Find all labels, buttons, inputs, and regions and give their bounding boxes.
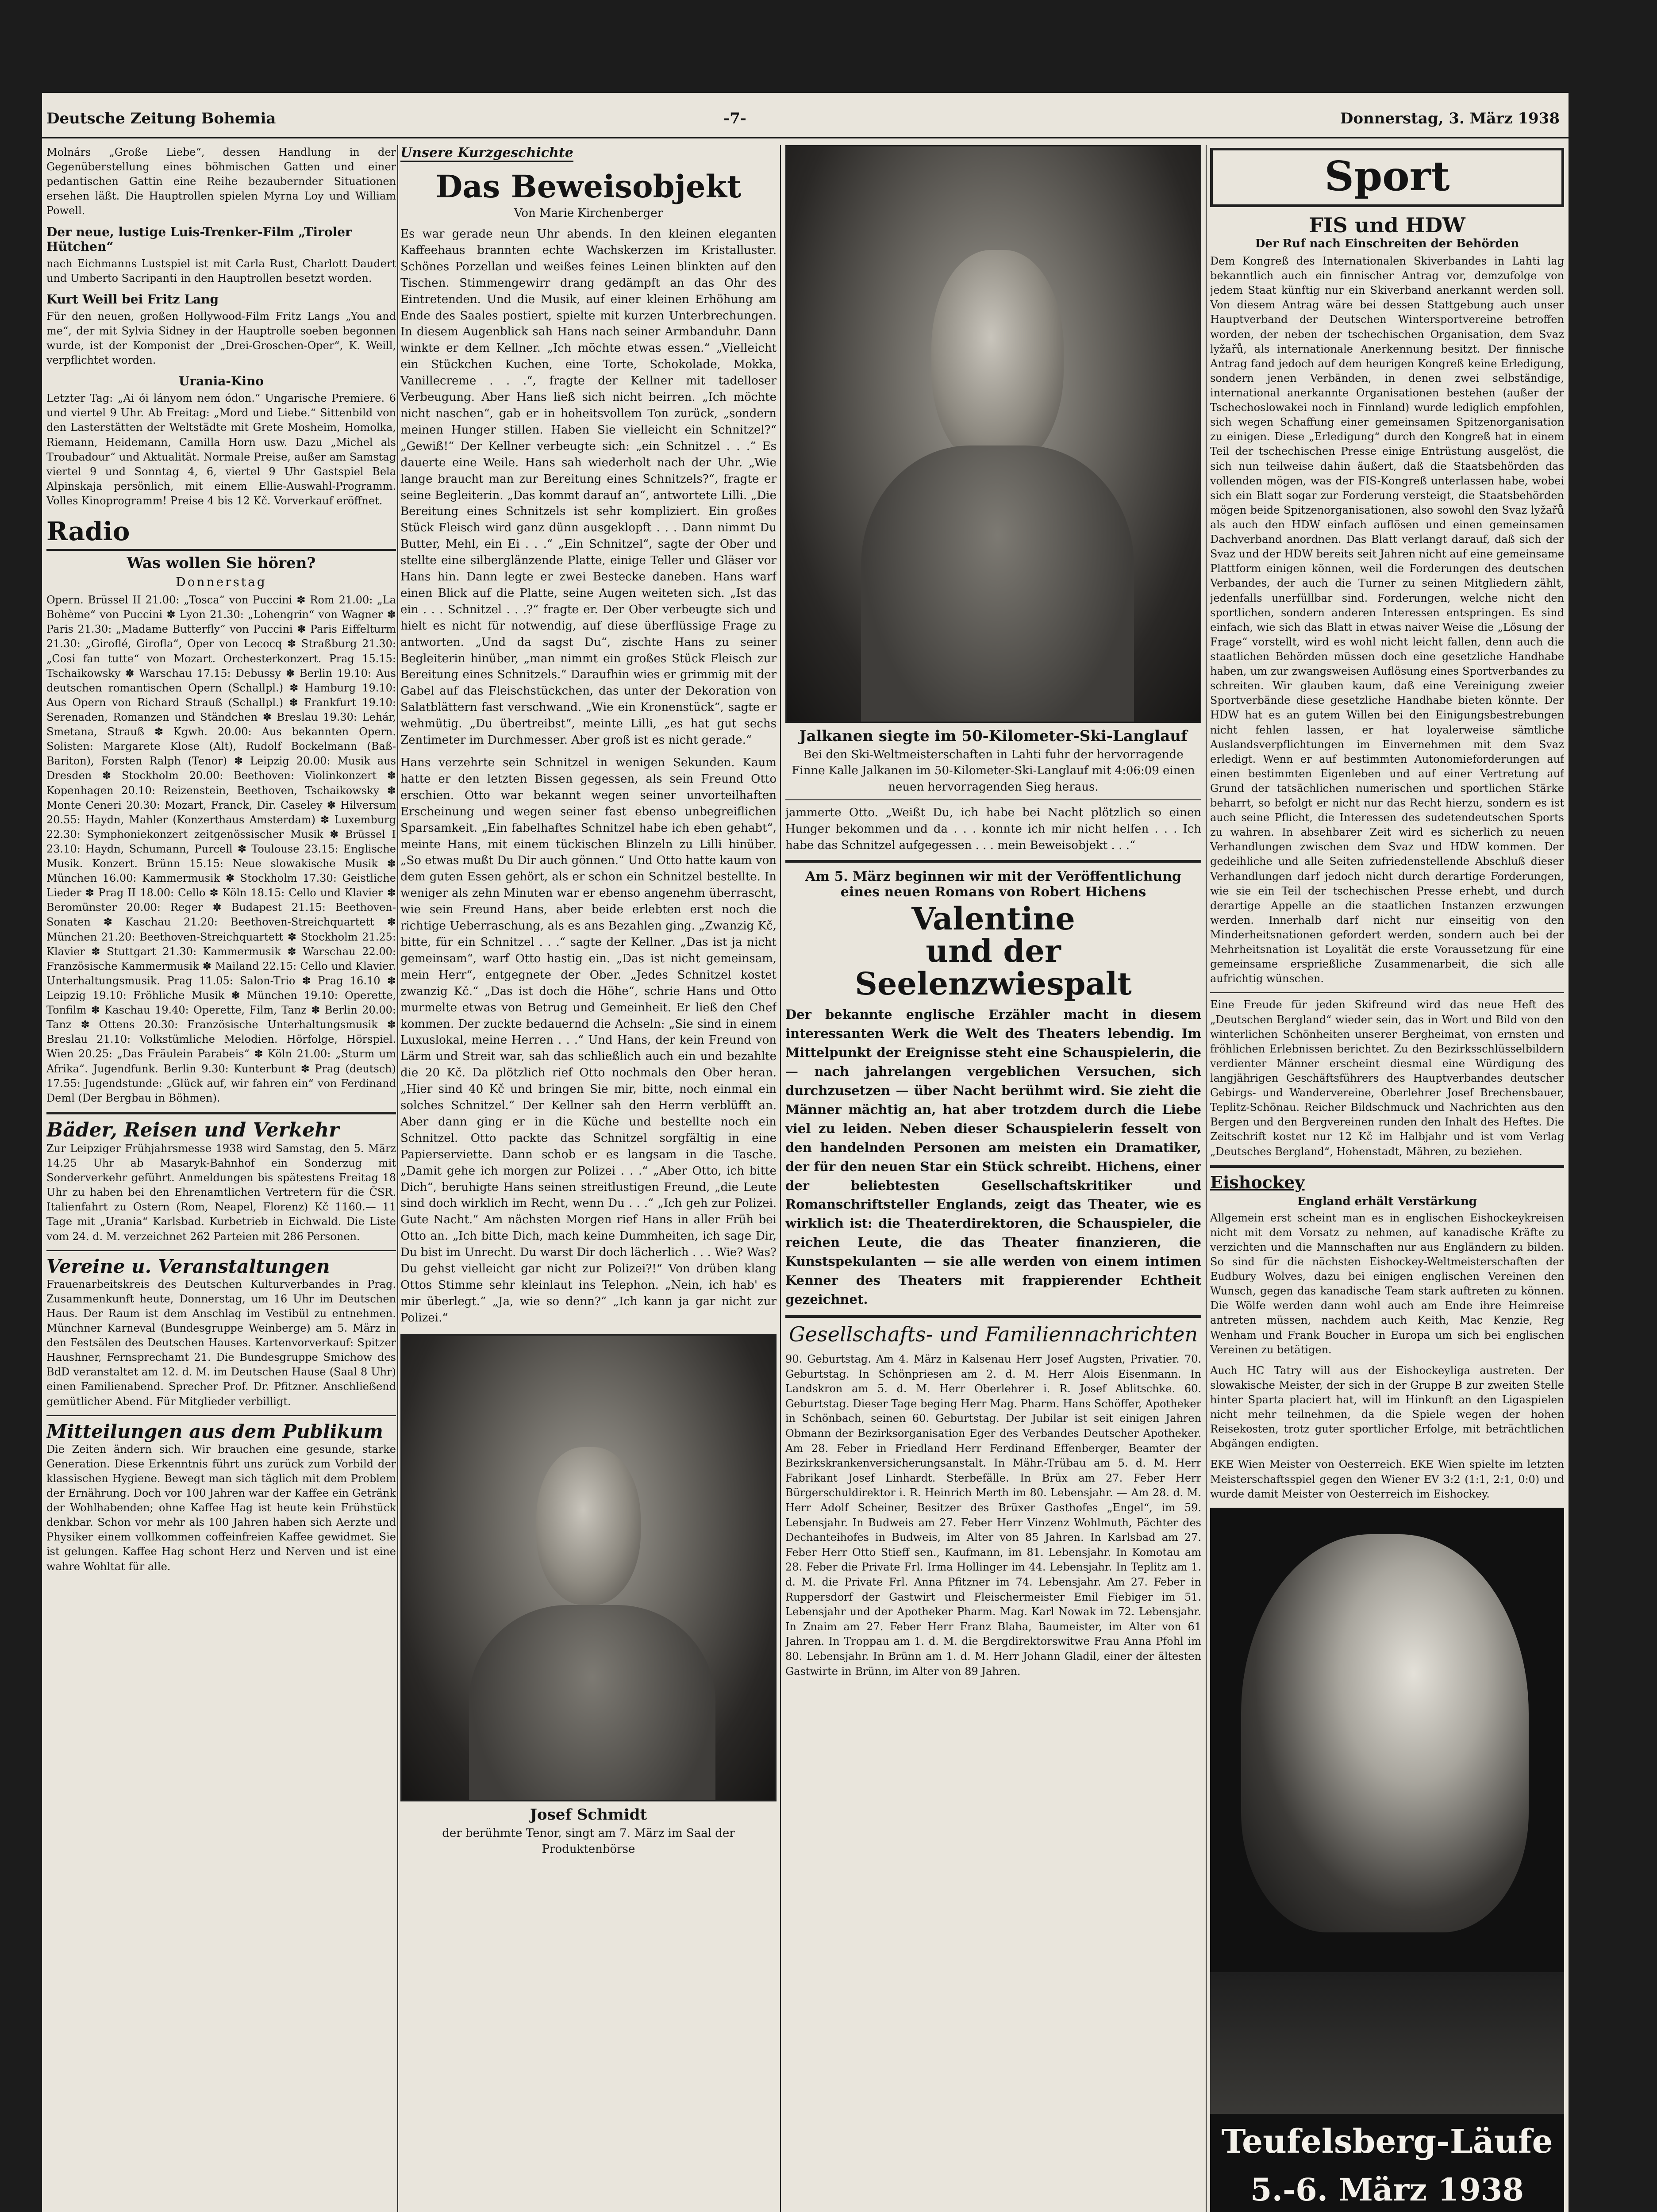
column-rule xyxy=(397,145,398,2212)
section-rule xyxy=(46,1250,396,1251)
story-label: Unsere Kurzgeschichte xyxy=(400,145,573,162)
column-3 xyxy=(785,145,1201,2212)
sport-heading: Sport xyxy=(1210,148,1564,207)
radio-programme: Opern. Brüssel II 21.00: „Tosca“ von Puccini ✽ Rom 21.00: „La Bohème“ von Puccini ✽ Lyon 21.30: „Lohengrin“ von Wagner ✽ Paris 21.30: „Madame Butterfly“ von Puccini ✽ Paris Eiffelturm 21.30: „Giroflé, Girofla“, Oper von Lecocq ✽ Straßburg 21.30: „Cosi fan tutte“ von Mozart. Orchesterkonzert. Prag 15.15: Tschaikowsky ✽ Warschau 17.15: Debussy ✽ Berlin 19.10: Aus deutschen romantischen Opern (Schallpl.) ✽ Hamburg 19.10: Aus Opern von Richard Strauß (Schallpl.) ✽ Frankfurt 19.10: Serenaden, Romanzen und Ständchen ✽ Breslau 19.30: Lehár, Smetana, Strauß ✽ Kgwh. 20.00: Aus bekannten Opern. Solisten: Margarete Klose (Alt), Rudolf Bockelmann (Baß-Bariton), Forsten Ralph (Tenor) ✽ Leipzig 20.00: Musik aus Dresden ✽ Stockholm 20.00: Beethoven: Violinkonzert ✽ Kopenhagen 20.10: Reizenstein, Beethoven, Tschaikowsky ✽ Monte Ceneri 20.30: Mozart, Franck, Dir. Caseley ✽ Hilversum 20.55: Haydn, Mahler (Konzerthaus Amsterdam) ✽ Luxemburg 22.30: Symphoniekonzert zeitgenössischer Musik ✽ Brüssel I 23.10: Haydn, Schumann, Purcell ✽ Toulouse 23.15: Englische Musik. Konzert. Brünn 15.15: Neue slowakische Musik ✽ München 16.00: Kammermusik ✽ Stockholm 17.30: Geistliche Lieder ✽ Prag II 18.00: Cello ✽ Köln 18.15: Cello und Klavier ✽ Beromünster 20.00: Reger ✽ Budapest 21.15: Beethoven-Sonaten ✽ Kaschau 21.20: Beethoven-Streichquartett ✽ München 21.20: Beethoven-Streichquartett ✽ Stockholm 21.25: Klavier ✽ Stuttgart 21.30: Kammermusik ✽ Warschau 22.00: Französische Kammermusik ✽ Mailand 22.15: Cello und Klavier. Unterhaltungsmusik. Prag 11.05: Salon-Trio ✽ Prag 16.10 ✽ Leipzig 19.10: Fröhliche Musik ✽ München 19.10: Operette, Tonfilm ✽ Kaschau 19.40: Operette, Film, Tanz ✽ Berlin 20.00: Tanz ✽ Ottens 20.30: Französische Unterhaltungsmusik ✽ Breslau 21.10: Volkstümliche Melodien. Hörfolge, Hörspiel. Wien 20.25: „Das Fräulein Parabeis“ ✽ Köln 21.00: „Sturm um Afrika“. Jugendfunk. Berlin 9.30: Kunterbunt ✽ Prag (deutsch) 17.55: Jugendstunde: „Glück auf, wir fahren ein“ von Ferdinand Deml (Der Bergbau in Böhmen). xyxy=(46,594,396,1104)
cinema-text: Letzter Tag: „Ai ói lányom nem ódon.“ Ungarische Premiere. 6 und viertel 9 Uhr. Ab Freitag: „Mord und Liebe.“ Sittenbild von den Lasterstätten der Weltstädte mit Grete Mosheim, Homolka, Riemann, Heidemann, Camilla Horn usw. Dazu „Michel als Troubadour“ und Aktualität. Normale Preise, außer am Samstag viertel 9 und Sonntag 4, 6, viertel 9 Uhr Gastspiel Bela Alpinskaja persönlich, mit einem Ellie-Auswahl-Programm. Volles Kinoprogramm! Preise 4 bis 12 Kč. Vorverkauf eröffnet. xyxy=(46,392,396,507)
public-notices-text: Die Zeiten ändern sich. Wir brauchen eine gesunde, starke Generation. Diese Erkenntnis führt uns zurück zum Vorbild der klassischen Hygiene. Bewegt man sich täglich mit dem Problem der Ernährung. Doch vor 100 Jahren war der Kaffee ein Getränk der Wohlhabenden; ohne Kaffee Hag ist heute kein Frühstück denkbar. Schon vor mehr als 100 Jahren haben sich Aerzte und Physiker einem vollkommen coffeinfreien Kaffee gewidmet. Sie ist gelungen. Kaffee Hag schont Herz und Nerven und ist eine wahre Wohltat für alle. xyxy=(46,1443,396,1573)
travel-heading: Bäder, Reisen und Verkehr xyxy=(46,1118,339,1141)
story-text: Hans verzehrte sein Schnitzel in wenigen Sekunden. Kaum hatte er den letzten Bissen gegessen, als sein Freund Otto erschien. Otto war bekannt wegen seiner unvorteilhaften Erscheinung und wegen seiner fast ebenso unbegreiflichen Sparsamkeit. „Ein fabelhaftes Schnitzel habe ich eben gehabt“, meinte Hans, mit einem tückischen Blinzeln zu Lilli hinüber. „So etwas mußt Du Dir auch gönnen.“ Und Otto hatte kaum von dem guten Essen gehört, als er schon ein Schnitzel bestellte. In weniger als zehn Minuten war er ebenso angenehm überrascht, wie sein Freund Hans, aber beide erlebten erst noch die richtige Ueberraschung, als es ans Bezahlen ging. „Zwanzig Kč, bitte, für ein Schnitzel . . .“ sagte der Kellner. „Das ist ja nicht gemeinsam“, warf Otto hastig ein. „Das ist nicht gemeinsam, mein Herr“, entgegnete der Ober. „Jedes Schnitzel kostet zwanzig Kč.“ „Das ist doch die Höhe“, schrie Hans und Otto murmelte etwas von Betrug und Gemeinheit. Er ließ den Chef kommen. Der zuckte bedauernd die Achseln: „Sie sind in einem Luxuslokal, meine Herren . . .“ Und Hans, der kein Freund von Lärm und Streit war, sah das schließlich auch ein und bezahlte die 20 Kč. Da plötzlich rief Otto nochmals den Ober heran. „Hier sind 40 Kč und bringen Sie mir, bitte, noch einmal ein solches Schnitzel.“ Der Kellner sah den Herrn verblüfft an. Aber dann ging er in die Küche und bestellte noch ein Schnitzel. Otto packte das Schnitzel sorgfältig in eine Papierserviette. Dann schob er es langsam in die Tasche. „Damit gehe ich morgen zur Polizei . . .“ „Aber Otto, ich bitte Dich“, beruhigte Hans seinen streitlustigen Freund, „die Leute sind doch wirklich im Recht, wenn Du . . .“ „Ich geh zur Polizei. Gute Nacht.“ Am nächsten Morgen rief Hans in aller Früh bei Otto an. „Ich bitte Dich, mach keine Dummheiten, ich sage Dir, Du bist im Unrecht. Du warst Dir doch lächerlich . . . Wie? Was? Du gehst vielleicht gar nicht zur Polizei?!“ Von drüben klang Ottos Stimme sehr kleinlaut ins Telephon. „Nein, ich hab' es mir überlegt.“ „Ja, wie so denn?“ „Ich kann ja gar nicht zur Polizei.“ xyxy=(400,756,777,1325)
hockey-text: EKE Wien Meister von Oesterreich. EKE Wien spielte im letzten Meisterschaftsspiel gegen den Wiener EV 3:2 (1:1, 2:1, 0:0) und wurde damit Meister von Oesterreich im Eishockey. xyxy=(1210,1458,1564,1500)
article-subheading: Der Ruf nach Einschreiten der Behörden xyxy=(1255,237,1519,250)
story-byline: Von Marie Kirchenberger xyxy=(514,207,663,220)
item-heading: Kurt Weill bei Fritz Lang xyxy=(46,292,219,307)
events-heading: Vereine u. Veranstaltungen xyxy=(46,1255,330,1277)
family-news-text: 90. Geburtstag. Am 4. März in Kalsenau Herr Josef Augsten, Privatier. 70. Geburtstag. In Schönpriesen am 2. d. M. Herr Alois Eisenmann. In Landskron am 5. d. M. Herr Oberlehrer i. R. Josef Ablitschke. 60. Geburtstag. Dieser Tage beging Herr Mag. Pharm. Hans Schöffer, Apotheker in Schönbach, seinen 60. Geburtstag. Der Jubilar ist seit einigen Jahren Obmann der Bezirksorganisation Eger des Verbandes Deutscher Apotheker. Am 28. Feber in Friedland Herr Ferdinand Effenberger, Beamter der Bezirkskrankenversicherungsanstalt. In Mähr.-Trübau am 5. d. M. Herr Fabrikant Josef Linhardt. Sterbefälle. In Brüx am 27. Feber Herr Bürgerschuldirektor i. R. Heinrich Merth im 80. Lebensjahr. — Am 28. d. M. Herr Adolf Scheiner, Besitzer des Brüxer Gasthofes „Engel“, im 59. Lebensjahr. In Budweis am 27. Feber Herr Vinzenz Wohlmuth, Pächter des Dechanteihofes in Budweis, im Alter von 85 Jahren. In Karlsbad am 27. Feber Herr Otto Stieff sen., Kaufmann, im 81. Lebensjahr. In Komotau am 28. Feber die Private Frl. Irma Hollinger im 44. Lebensjahr. In Teplitz am 1. d. M. die Private Frl. Anna Pfitzner im 74. Lebensjahr. Am 27. Feber in Ruppersdorf der Gastwirt und Fleischermeister Emil Fiebiger im 51. Lebensjahr und der Apotheker Pharm. Mag. Karl Nowak im 72. Lebensjahr. In Znaim am 27. Feber Herr Franz Blaha, Baumeister, im Alter von 61 Jahren. In Troppau am 1. d. M. die Bergdirektorswitwe Frau Anna Pfohl im 80. Lebensjahr. In Brünn am 1. d. M. Herr Johann Gladil, einer der ältesten Gastwirte in Brünn, im Alter von 89 Jahren. xyxy=(785,1353,1201,1678)
radio-day: Donnerstag xyxy=(176,575,267,590)
section-rule xyxy=(46,1112,396,1114)
radio-subheading: Was wollen Sie hören? xyxy=(46,549,396,572)
events-text: Frauenarbeitskreis des Deutschen Kulturverbandes in Prag. Zusammenkunft heute, Donnerstag, um 16 Uhr im Deutschen Haus. Der Raum ist dem Anschlag im Vestibül zu entnehmen. Münchner Karneval (Bundesgruppe Weinberge) am 5. März in den Festsälen des Deutschen Hauses. Kartenvorverkauf: Spitzer Haushner, Fernsprechamt 21. Die Bundesgruppe Smichow des BdD veranstaltet am 12. d. M. im Deutschen Hause (Saal 8 Uhr) einen Familienabend. Sprecher Prof. Dr. Pfitzner. Anschließend gemütlicher Abend. Für Mitglieder verbilligt. xyxy=(46,1278,396,1408)
section-rule xyxy=(1210,1165,1564,1168)
poster-date: 5.-6. März 1938 xyxy=(1250,2171,1524,2208)
snow-band xyxy=(1210,1972,1564,2114)
novel-description-text: Der bekannte englische Erzähler macht in diesem interessanten Werk die Welt des Theaters lebendig. Im Mittelpunkt der Ereignisse steht eine Schauspielerin, die — nach jahrelangen vergeblichen Versuchen, sich durchzusetzen — über Nacht berühmt wird. Sie zieht die Männer mächtig an, hat aber trotzdem durch die Liebe viel zu leiden. Neben dieser Schauspielerin fesselt von den handelnden Personen am meisten ein Dramatiker, der für den neuen Star ein Stück schreibt. Hichens, einer der beliebtesten Gesellschaftskritiker und Romanschriftsteller Englands, zeigt das Theater, wie es wirklich ist: die Theaterdirektoren, die Schauspieler, die reichen Leute, die das Theater finanzieren, die Kunstspekulanten — sie alle werden von einem intimen Kenner des Theaters mit frappierender Echtheit gezeichnet. xyxy=(785,1007,1201,1307)
column-rule xyxy=(1206,145,1207,2212)
newspaper-name: Deutsche Zeitung Bohemia xyxy=(46,110,276,127)
photo-title: Jalkanen siegte im 50-Kilometer-Ski-Langlauf xyxy=(799,727,1188,745)
tenor-photo xyxy=(400,1334,777,1801)
item-heading: Der neue, lustige Luis-Trenker-Film „Tiroler Hütchen“ xyxy=(46,224,352,254)
family-news-heading: Gesellschafts- und Familiennachrichten xyxy=(789,1322,1198,1346)
cinema-heading: Urania-Kino xyxy=(178,374,264,389)
hockey-text: Auch HC Tatry will aus der Eishockeyliga austreten. Der slowakische Meister, der sich in der Gruppe B zur zweiten Stelle hinter Sparta placiert hat, will im Hinkunft an den Ligaspielen nicht mehr teilnehmen, da die Spiele wegen der hohen Reisekosten, trotz guter sportlicher Erfolge, mit beträchtlichen Abgängen endigten. xyxy=(1210,1364,1564,1450)
novel-title xyxy=(785,902,1201,1000)
page-number: -7- xyxy=(723,110,746,127)
skier-photo xyxy=(785,145,1201,723)
section-rule xyxy=(46,1415,396,1416)
novel-announcement: Am 5. März beginnen wir mit der Veröffentlichung eines neuen Romans von Robert Hichens xyxy=(805,868,1182,900)
section-rule xyxy=(785,799,1201,800)
magazine-note: Eine Freude für jeden Skifreund wird das neue Heft des „Deutschen Bergland“ wieder sein, das in Wort und Bild von den winterlichen Schönheiten unserer Bergheimat, von ernsten und fröhlichen Erlebnissen berichtet. Zu den Bezirksschlüsselbildern verdienter Männer erscheint diesmal eine Würdigung des langjährigen Geschäftsführers des Hauptverbandes deutscher Gebirgs- und Wandervereine, Oberlehrer Josef Brechensbauer, Teplitz-Schönau. Reicher Bildschmuck und Nachrichten aus den Bergen und den Bergvereinen runden den Inhalt des Heftes. Die Zeitschrift kostet nur 12 Kč im Halbjahr und ist vom Verlag „Deutsches Bergland“, Hohenstadt, Mähren, zu beziehen. xyxy=(1210,998,1564,1158)
column-1 xyxy=(46,145,396,2212)
travel-text: Zur Leipziger Frühjahrsmesse 1938 wird Samstag, den 5. März 14.25 Uhr ab Masaryk-Bahnhof ein Sonderzug mit Sonderverkehr geführt. Anmeldungen bis spätestens Freitag 18 Uhr zu haben bei den Ehrenamtlichen Vertretern für die ČSR. Italienfahrt zu Ostern (Rom, Neapel, Florenz) Kč 1160.— 11 Tage mit „Urania“ Karlsbad. Kurbetrieb in Eichwald. Die Liste vom 24. d. M. verzeichnet 262 Parteien mit 286 Personen. xyxy=(46,1142,396,1243)
article-text: Dem Kongreß des Internationalen Skiverbandes in Lahti lag bekanntlich auch ein finnischer Antrag vor, demzufolge von jedem Staat künftig nur ein Skiverband anerkannt werden soll. Von diesem Antrag wäre bei dessen Stattgebung auch unser Hauptverband der Deutschen Wintersportvereine betroffen worden, der neben der tschechischen Organisation, dem Svaz lyžařů, als internationale Anerkennung besitzt. Der finnische Antrag fand jedoch auf dem heurigen Kongreß keine Erledigung, sondern jenen Verbänden, in denen zwei selbständige, international anerkannte Organisationen bestehen (außer der Tschechoslowakei noch in Finnland) wurde lediglich empfohlen, sich wegen Schaffung einer gemeinsamen Spitzenorganisation zu einigen. Diese „Erledigung“ durch den Kongreß hat in einem Teil der tschechischen Presse einige Entrüstung ausgelöst, die sich nun teilweise dahin äußert, daß die Staatsbehörden das vollenden mögen, was der FIS-Kongreß unterlassen habe, wobei sich ein Blatt sogar zur Forderung versteigt, die Staatsbehörden mögen beide Spitzenorganisationen, also sowohl den Svaz lyžařů als auch den HDW einfach auflösen und einen gemeinsamen Dachverband anordnen. Das Blatt verlangt darauf, daß sich der Svaz und der HDW bereits seit Jahren nicht auf eine gemeinsame Plattform einigen können, weil die Forderungen des deutschen Verbandes, der auch die Turner zu seinen Mitgliedern zählt, jedenfalls unerfüllbar sind. Forderungen, welche nicht den sportlichen, sondern anderen Interessen entspringen. Es sind einfach, wie sich das Blatt in etwas naiver Weise die „Lösung der Frage“ vorstellt, wird es wohl nicht leicht fallen, denn auch die staatlichen Behörden müssen doch eine gesetzliche Handhabe haben, um zur zwangsweisen Auflösung eines Sportverbandes zu schreiten. Wir glauben kaum, daß eine Vereinigung zweier Sportverbände diese gesetzliche Handhabe bieten könnte. Der HDW hat es an gutem Willen bei den Einigungsbestrebungen nicht fehlen lassen, er hat loyalerweise sämtliche Auslandsverpflichtungen im Einvernehmen mit dem Svaz erledigt. Wenn er auf bestimmten Autonomieforderungen auf einen bestimmten Eigenleben und auf einer Vertretung auf Grund der tatsächlichen numerischen und sportlichen Stärke beharrt, so befolgt er nicht nur das Recht hierzu, sondern es ist auch seine Pflicht, die Interessen des sudetendeutschen Sports zu wahren. In absehbarer Zeit wird es sicherlich zu neuen Verhandlungen zwischen dem Svaz und HDW kommen. Der gedeihliche und alle Seiten zufriedenstellende Abschluß dieser Verhandlungen darf jedoch nicht durch derartige Forderungen, wie sie ein Teil der tschechischen Presse erhebt, und durch derartige Appelle an die staatlichen Instanzen erzwungen werden. Innerhalb darf nicht nur einseitig von den Minderheitsnationen gefordert werden, sondern auch bei der Mehrheitsnation ist Loyalität die erste Voraussetzung für eine gemeinsame ersprießliche Zusammenarbeit, die sich alle aufrichtig wünschen. xyxy=(1210,255,1564,985)
column-rule xyxy=(780,145,781,2212)
page-header xyxy=(42,110,1569,141)
portrait-body xyxy=(469,1605,715,1801)
skier-helmet-illustration xyxy=(1241,1534,1529,1932)
hockey-text: Allgemein erst scheint man es in englischen Eishockeykreisen nicht mit dem Vorsatz zu nehmen, auf kanadische Kräfte zu verzichten und die Mannschaften nur aus Engländern zu bilden. So sind für die nächsten Eishockey-Weltmeisterschaften der Eudbury Wolves, dazu bei einigen englischen Vereinen den Wunsch, gegen das kanadische Team stark auftreten zu können. Die Wölfe werden dann wohl auch am Ende ihre Heimreise antreten müssen, nachdem auch Keith, Mac Kenzie, Reg Wenham und Frank Boucher in Europa um sich bei englischen Vereinen zu betätigen. xyxy=(1210,1211,1564,1356)
hockey-heading: Eishockey xyxy=(1210,1172,1305,1192)
photo-caption: Bei den Ski-Weltmeisterschaften in Lahti fuhr der hervorragende Finne Kalle Jalkanen im 50-Kilometer-Ski-Langlauf mit 4:06:09 einen neuen hervorragenden Sieg heraus. xyxy=(792,748,1195,794)
newspaper-page xyxy=(42,93,1569,2212)
section-rule xyxy=(785,1315,1201,1318)
portrait-face xyxy=(536,1447,641,1605)
skier-body xyxy=(861,445,1134,723)
novel-title-line: Valentine xyxy=(911,900,1075,937)
photo-name: Josef Schmidt xyxy=(530,1805,647,1824)
article-heading: FIS und HDW xyxy=(1309,213,1465,237)
ski-race-poster xyxy=(1210,1508,1564,2212)
item-text: nach Eichmanns Lustspiel ist mit Carla Rust, Charlott Daudert und Umberto Sacripanti in den Hauptrollen besetzt worden. xyxy=(46,257,396,284)
hockey-subheading: England erhält Verstärkung xyxy=(1297,1194,1477,1208)
header-rule xyxy=(42,137,1569,138)
public-notices-heading: Mitteilungen aus dem Publikum xyxy=(46,1420,383,1442)
item-text: Für den neuen, großen Hollywood-Film Fritz Langs „You and me“, der mit Sylvia Sidney in der Hauptrolle soeben begonnen wurde, ist der Komponist der „Drei-Groschen-Oper“, K. Weill, verpflichtet worden. xyxy=(46,310,396,367)
column-2 xyxy=(400,145,777,2212)
photo-caption: der berühmte Tenor, singt am 7. März im Saal der Produktenbörse xyxy=(442,1826,735,1856)
story-title: Das Beweisobjekt xyxy=(435,168,742,205)
skier-face xyxy=(931,250,1064,469)
poster-title: Teufelsberg-Läufe xyxy=(1221,2122,1553,2161)
novel-description xyxy=(785,1005,1201,1309)
radio-heading: Radio xyxy=(46,516,130,547)
story-text: Es war gerade neun Uhr abends. In den kleinen eleganten Kaffeehaus brannten echte Wachskerzen im Kristalluster. Schönes Porzellan und weißes feines Leinen blinkten auf den Tischen. Stimmengewirr drang gedämpft an das Ohr des Eintretenden. Und die Musik, auf einer kleinen Erhöhung am Ende des Saales postiert, spielte mit kurzen Unterbrechungen. In diesem Augenblick sah Hans nach seiner Armbanduhr. Dann winkte er dem Kellner. „Ich möchte etwas essen.“ „Vielleicht ein Stückchen Kuchen, eine Torte, Schokolade, Mokka, Vanillecreme . . .“, fragte der Kellner mit tadelloser Verbeugung. Aber Hans ließ sich nicht beirren. „Ich möchte nicht naschen“, gab er in hoheitsvollem Ton zurück, „sondern meinen Hunger stillen. Haben Sie vielleicht ein Schnitzel?“ „Gewiß!“ Der Kellner verbeugte sich: „ein Schnitzel . . .“ Es dauerte eine Weile. Hans sah wiederholt nach der Uhr. „Wie lange braucht man zur Bereitung eines Schnitzels?“, fragte er seine Begleiterin. „Das kommt darauf an“, antwortete Lilli. „Die Bereitung eines Schnitzels ist sehr kompliziert. Ein großes Stück Fleisch wird ganz dünn ausgeklopft . . . Dann nimmt Du Butter, Mehl, ein Ei . . .“ „Ein Schnitzel“, sagte der Ober und stellte eine silberglänzende Platte, einige Teller und Gläser vor Hans hin. Dann legte er zwei Bestecke daneben. Hans warf einen Blick auf die Platte, seine Augen weiteten sich. „Ist das ein . . . Schnitzel . . .?“ fragte er. Der Ober verbeugte sich und hielt es nicht für notwendig, auf diese überflüssige Frage zu antworten. „Und da sagst Du“, zischte Hans zu seiner Begleiterin hinüber, „man nimmt ein großes Stück Fleisch zur Bereitung eines Schnitzels.“ Daraufhin wies er grimmig mit der Gabel auf das Fleischstückchen, das unter der Dekoration von Salatblättern fast verschwand. „Wie ein Kronenstück“, sagte er wehmütig. „Du übertreibst“, meinte Lilli, „es hat gut sechs Zentimeter im Durchmesser. Aber groß ist es nicht gerade.“ xyxy=(400,227,777,747)
section-rule xyxy=(785,860,1201,863)
issue-date: Donnerstag, 3. März 1938 xyxy=(1340,110,1560,127)
section-rule xyxy=(1210,992,1564,993)
film-intro: Molnárs „Große Liebe“, dessen Handlung in der Gegenüberstellung eines böhmischen Gatten und einer pedantischen Gattin eine Reihe bezaubernder Situationen ersehen läßt. Die Hauptrollen spielen Myrna Loy und William Powell. xyxy=(46,146,396,217)
story-end: jammerte Otto. „Weißt Du, ich habe bei Nacht plötzlich so einen Hunger bekommen und da . . . konnte ich mir nicht helfen . . . Ich habe das Schnitzel aufgegessen . . . mein Beweisobjekt . . .“ xyxy=(785,806,1201,852)
column-4 xyxy=(1210,145,1564,2212)
novel-title-line: und der Seelenzwiespalt xyxy=(855,933,1132,1002)
